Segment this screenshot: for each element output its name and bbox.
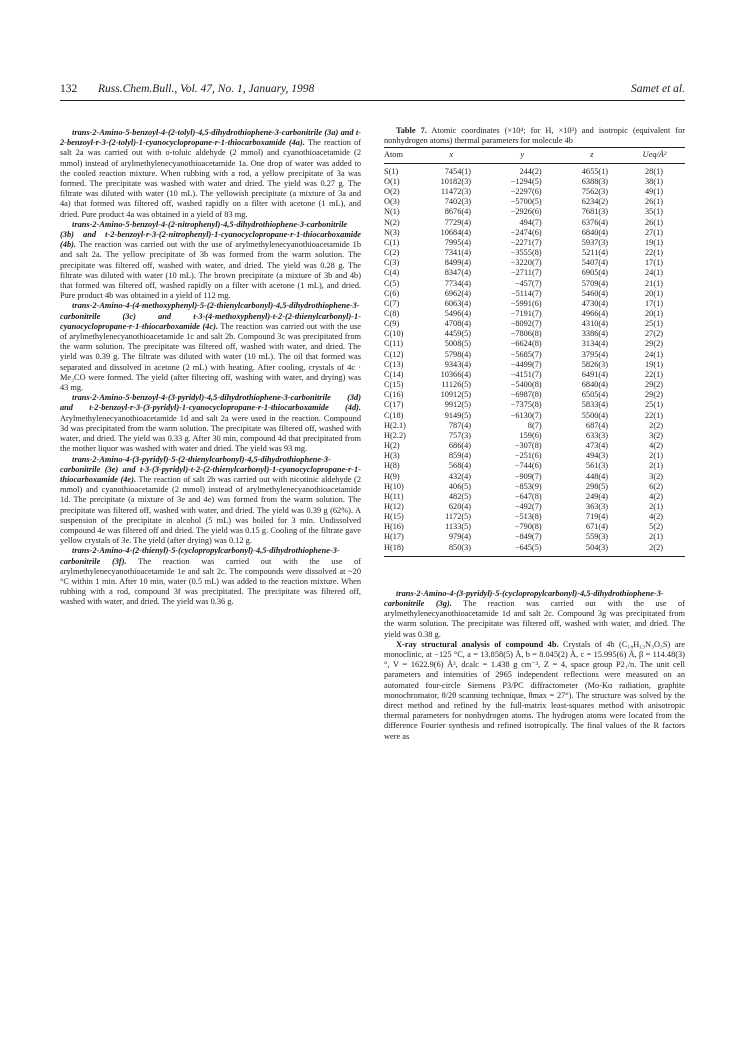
table-row bbox=[384, 289, 685, 299]
cell-y: −5700(5) bbox=[510, 197, 542, 207]
cell-z: 687(4) bbox=[585, 420, 609, 430]
cell-z: 5833(4) bbox=[581, 400, 609, 410]
cell-atom: C(18) bbox=[384, 410, 404, 420]
cell-x: 11472(3) bbox=[440, 187, 472, 197]
cell-ueq: 6(2) bbox=[649, 481, 663, 491]
cell-x: 7454(1) bbox=[444, 166, 472, 176]
cell-y: −251(6) bbox=[514, 451, 542, 461]
cell-ueq: 25(1) bbox=[645, 319, 663, 329]
table-row bbox=[384, 163, 685, 177]
xray-body: Crystals of 4b (C₁₈H₁₃N₃O₃S) are monoclinic, at −125 °C, a = 13.858(5) Å, b = 8.045(2) Å, c = 15.995(6) Å, β = 114.48(3)°, V = 1622.9(6) Å³, dcalc = 1.438 g cm⁻³, Z = 4, space group P2₁/n. The unit cell parameters and intensities of 2965 independent reflections were measured on an automated four-circle Siemens P3/PC diffractometer (Mo-Kα radiation, graphite monochromator, θ/2θ scanning technique, θmax = 27°). The structure was solved by the direct method and refined by the full-matrix least-squares method with anisotropic thermal parameters for nonhydrogen atoms. The hydrogen atoms were located from the difference Fourier synthesis and refined isotropically. The final values of the R factors were as bbox=[384, 639, 685, 741]
right-column bbox=[384, 126, 685, 742]
cell-z: 4310(4) bbox=[581, 319, 609, 329]
procedure-paragraph bbox=[60, 393, 361, 454]
cell-z: 719(4) bbox=[585, 512, 609, 522]
table-body bbox=[384, 163, 685, 556]
table-row bbox=[384, 380, 685, 390]
table-row bbox=[384, 268, 685, 278]
table-caption-text: Atomic coordinates (×10⁴; for H, ×10³) and isotropic (equivalent for nonhydrogen atoms) thermal parameters for molecule 4b bbox=[384, 126, 685, 146]
procedure-title: trans-2-Amino-5-benzoyl-4-(2-nitrophenyl)-4,5-dihydrothiophene-3-carbonitrile (3b) and t-2-benzoyl-r-3-(2-nitrophenyl)-1-cyanocyclopropane-r-1-thiocarboxamide (4b). bbox=[60, 219, 361, 250]
cell-atom: N(3) bbox=[384, 227, 400, 237]
cell-atom: N(1) bbox=[384, 207, 400, 217]
cell-y: 8(7) bbox=[527, 420, 542, 430]
procedure-title: trans-2-Amino-4-(2-thienyl)-5-(cyclopropylcarbonyl)-4,5-dihydrothiophene-3-carbonitrile (3f). bbox=[60, 546, 340, 566]
cell-y: −492(7) bbox=[514, 501, 542, 511]
cell-z: 6388(3) bbox=[581, 176, 609, 186]
cell-atom: C(9) bbox=[384, 319, 400, 329]
table-row bbox=[384, 451, 685, 461]
cell-atom: H(16) bbox=[384, 522, 404, 532]
cell-x: 11126(5) bbox=[441, 380, 472, 390]
cell-ueq: 21(1) bbox=[645, 278, 663, 288]
cell-y: −7806(8) bbox=[510, 329, 542, 339]
cell-y: −8092(7) bbox=[510, 319, 542, 329]
cell-ueq: 2(2) bbox=[649, 420, 663, 430]
cell-z: 363(3) bbox=[585, 501, 609, 511]
cell-ueq: 25(1) bbox=[645, 400, 663, 410]
xray-paragraph bbox=[384, 640, 685, 742]
cell-y: −2297(6) bbox=[510, 187, 542, 197]
cell-y: −645(5) bbox=[514, 542, 542, 552]
cell-ueq: 49(1) bbox=[645, 187, 663, 197]
cell-y: −3555(8) bbox=[510, 248, 542, 258]
cell-atom: H(9) bbox=[384, 471, 400, 481]
cell-y: −7191(7) bbox=[510, 309, 542, 318]
cell-x: 406(5) bbox=[448, 481, 472, 491]
cell-x: 620(4) bbox=[448, 501, 472, 511]
cell-y: −6624(8) bbox=[510, 339, 542, 349]
cell-x: 8676(4) bbox=[444, 207, 472, 217]
cell-atom: H(8) bbox=[384, 461, 400, 471]
cell-x: 6962(4) bbox=[444, 288, 472, 298]
procedure-body: The reaction was carried out with the use of arylmethylenecyanothioacetamide 1e and salt 2c. The compounds were dissolved at ~20 °C within 1 min. After 10 min, water (0.5 mL) was added to the reaction mixture. When rubbing with a rod, compound 3f was precipitated. The precipitate was filtered off, washed with water, and dried. The yield was 0.36 g. bbox=[60, 556, 361, 607]
header-x: x bbox=[449, 150, 454, 160]
cell-y: −849(7) bbox=[514, 532, 542, 542]
cell-x: 8347(4) bbox=[444, 268, 472, 278]
cell-x: 5798(4) bbox=[444, 349, 472, 359]
cell-z: 5937(3) bbox=[581, 237, 609, 247]
cell-z: 494(3) bbox=[585, 451, 609, 461]
cell-ueq: 2(1) bbox=[649, 501, 663, 511]
cell-z: 4966(4) bbox=[581, 309, 609, 318]
cell-ueq: 19(1) bbox=[645, 359, 663, 369]
procedure-paragraph bbox=[60, 455, 361, 547]
cell-ueq: 2(2) bbox=[649, 542, 663, 552]
table-row bbox=[384, 512, 685, 522]
cell-y: 159(6) bbox=[519, 430, 542, 440]
cell-atom: C(5) bbox=[384, 278, 400, 288]
procedure-title: trans-2-Amino-4-(4-methoxyphenyl)-5-(2-thienylcarbonyl)-4,5-dihydrothiophene-3-carbonitrile (3c) and t-3-(4-methoxyphenyl)-t-2-(2-thienylcarbonyl)-1-cyanocyclopropane-r-1-thiocarboxamide (4c). bbox=[60, 301, 361, 331]
procedure-title: trans-2-Amino-5-benzoyl-4-(3-pyridyl)-4,5-dihydrothiophene-3-carbonitrile (3d) and t-2-benzoyl-r-3-(3-pyridyl)-1-cyanocyclopropane-r-1-thiocarboxamide (4d). bbox=[60, 393, 361, 413]
cell-y: −790(8) bbox=[514, 522, 542, 532]
header-y: y bbox=[520, 150, 525, 160]
procedure-title: trans-2-Amino-5-benzoyl-4-(2-tolyl)-4,5-dihydrothiophene-3-carbonitrile (3a) and t-2-benzoyl-r-3-(2-tolyl)-1-cyanocyclopropane-r-1-thiocarboxamide (4a). bbox=[60, 128, 361, 148]
cell-y: −5685(7) bbox=[510, 349, 542, 359]
cell-atom: C(14) bbox=[384, 369, 404, 379]
cell-y: −457(7) bbox=[514, 278, 542, 288]
table-row bbox=[384, 543, 685, 557]
cell-atom: S(1) bbox=[384, 166, 399, 176]
cell-ueq: 3(2) bbox=[649, 471, 663, 481]
xray-title: X-ray structural analysis of compound 4b. bbox=[396, 639, 559, 649]
cell-atom: H(18) bbox=[384, 542, 404, 552]
procedure-body: Arylmethylenecyanothioacetamide 1d and salt 2a were used in the reaction. Compound 3d was precipitated from the warm solution. The precipitate was filtered off, washed with water, and dried. The yield was 0.33 g. After 30 min, compound 4d that precipitated from the mother liquor was washed with water and dried. The yield was 93 mg. bbox=[60, 413, 361, 454]
cell-ueq: 24(1) bbox=[645, 268, 663, 278]
procedure-paragraph bbox=[60, 301, 361, 393]
cell-ueq: 2(1) bbox=[649, 451, 663, 461]
procedure-paragraph bbox=[60, 546, 361, 607]
cell-z: 473(4) bbox=[585, 441, 609, 451]
cell-atom: C(3) bbox=[384, 258, 400, 268]
cell-ueq: 22(1) bbox=[645, 248, 663, 258]
table-row bbox=[384, 482, 685, 492]
cell-atom: C(8) bbox=[384, 309, 400, 318]
cell-atom: H(10) bbox=[384, 481, 404, 491]
table-row bbox=[384, 309, 685, 319]
table-row bbox=[384, 279, 685, 289]
cell-x: 787(4) bbox=[448, 420, 472, 430]
cell-atom: C(1) bbox=[384, 237, 400, 247]
cell-z: 3795(4) bbox=[581, 349, 609, 359]
cell-y: −2711(7) bbox=[510, 268, 542, 278]
procedure-title: trans-2-Amino-4-(3-pyridyl)-5-(2-thienylcarbonyl)-4,5-dihydrothiophene-3-carbonitrile (3e) and t-3-(3-pyridyl)-t-2-(2-thienylcarbonyl)-1-cyanocyclopropane-r-1-thiocarboxamide (4e). bbox=[60, 454, 361, 484]
cell-x: 686(4) bbox=[448, 441, 472, 451]
table-row bbox=[384, 400, 685, 410]
cell-z: 6840(4) bbox=[581, 227, 609, 237]
procedure-paragraph bbox=[60, 220, 361, 302]
cell-x: 8499(4) bbox=[444, 258, 472, 268]
cell-atom: C(13) bbox=[384, 359, 404, 369]
cell-y: −1294(5) bbox=[510, 176, 542, 186]
cell-x: 482(5) bbox=[448, 491, 472, 501]
procedure-body: The reaction of salt 2a was carried out with o-toluic aldehyde (2 mmol) and cyanothioacetamide (2 mmol) instead of arylmethylenecyanothioacetamide 1a. One drop of water was added to the cooled reaction mixture. When rubbing with a rod, a yellow precipitate of 3a was formed. The precipitate was washed with water and dried. The yield was 0.27 g. The filtrate was diluted with water (10 mL). The yellowish precipitate (a mixture of 3a and 4a) that formed was filtered off, washed rapidly on a filter with acetone (1 mL), and dried. Pure product 4a was obtained in a yield of 83 mg. bbox=[60, 138, 362, 219]
cell-ueq: 22(1) bbox=[645, 369, 663, 379]
cell-y: −4151(7) bbox=[510, 369, 542, 379]
cell-y: −6130(7) bbox=[510, 410, 542, 420]
cell-ueq: 3(2) bbox=[649, 430, 663, 440]
table-row bbox=[384, 218, 685, 228]
cell-z: 504(3) bbox=[585, 542, 609, 552]
procedure-paragraph bbox=[60, 128, 361, 220]
table-row bbox=[384, 238, 685, 248]
cell-atom: O(1) bbox=[384, 176, 400, 186]
cell-y: −744(6) bbox=[514, 461, 542, 471]
cell-atom: C(6) bbox=[384, 288, 400, 298]
left-column bbox=[60, 128, 361, 608]
cell-x: 7734(4) bbox=[444, 278, 472, 288]
cell-atom: H(17) bbox=[384, 532, 404, 542]
table-row bbox=[384, 329, 685, 339]
cell-atom: H(2) bbox=[384, 441, 400, 451]
cell-x: 4708(4) bbox=[444, 319, 472, 329]
cell-y: −909(7) bbox=[514, 471, 542, 481]
cell-y: −2926(6) bbox=[510, 207, 542, 217]
cell-y: −3220(7) bbox=[510, 258, 542, 268]
cell-x: 1172(5) bbox=[445, 512, 472, 522]
cell-x: 4459(5) bbox=[444, 329, 472, 339]
cell-ueq: 24(1) bbox=[645, 349, 663, 359]
cell-x: 979(4) bbox=[448, 532, 472, 542]
cell-ueq: 4(2) bbox=[649, 512, 663, 522]
cell-x: 5008(5) bbox=[444, 339, 472, 349]
cell-x: 10182(3) bbox=[440, 176, 472, 186]
table-row bbox=[384, 339, 685, 349]
header-ueq: Ueq/Å² bbox=[642, 150, 667, 160]
cell-x: 7341(4) bbox=[444, 248, 472, 258]
cell-atom: C(16) bbox=[384, 390, 404, 400]
table-row bbox=[384, 522, 685, 532]
cell-y: −5400(8) bbox=[510, 380, 542, 390]
cell-z: 6491(4) bbox=[581, 369, 609, 379]
table-row bbox=[384, 411, 685, 421]
cell-x: 7402(3) bbox=[444, 197, 472, 207]
cell-ueq: 20(1) bbox=[645, 309, 663, 318]
cell-ueq: 4(2) bbox=[649, 441, 663, 451]
cell-z: 249(4) bbox=[585, 491, 609, 501]
cell-atom: C(17) bbox=[384, 400, 404, 410]
cell-ueq: 27(2) bbox=[645, 329, 663, 339]
table-row bbox=[384, 532, 685, 542]
cell-atom: O(3) bbox=[384, 197, 400, 207]
procedure-title: trans-2-Amino-4-(3-pyridyl)-5-(cyclopropylcarbonyl)-4,5-dihydrothiophene-3-carbonitrile (3g). bbox=[384, 588, 664, 608]
cell-atom: H(3) bbox=[384, 451, 400, 461]
cell-z: 6505(4) bbox=[581, 390, 609, 400]
cell-z: 4730(4) bbox=[581, 298, 609, 308]
cell-z: 6376(4) bbox=[581, 217, 609, 227]
cell-atom: O(2) bbox=[384, 187, 400, 197]
procedure-body: The reaction was carried out with the use of arylmethylenecyanothioacetamide 1c and salt 2b. Compound 3c was precipitated from the warm solution. The precipitate was filtered off, washed with water, and dried. The yield was 0.39 g. The filtrate was diluted with water (10 mL). The oil that formed was separated and dissolved in acetone (2 mL) with heating. After cooling, crystals of 4c · Me₂CO were formed. The yield (after filtering off, washing with water, and drying) was 43 mg. bbox=[60, 321, 361, 393]
cell-x: 7995(4) bbox=[444, 237, 472, 247]
table-row bbox=[384, 502, 685, 512]
cell-x: 10684(4) bbox=[440, 227, 472, 237]
table-row bbox=[384, 390, 685, 400]
cell-z: 5709(4) bbox=[581, 278, 609, 288]
cell-y: 244(2) bbox=[519, 166, 542, 176]
table-header-row bbox=[384, 147, 685, 163]
running-head bbox=[60, 83, 685, 99]
cell-x: 850(3) bbox=[448, 542, 472, 552]
cell-ueq: 4(2) bbox=[649, 491, 663, 501]
cell-atom: C(11) bbox=[384, 339, 404, 349]
journal-citation: Russ.Chem.Bull., Vol. 47, No. 1, January, 1998 bbox=[98, 83, 315, 95]
cell-x: 1133(5) bbox=[445, 522, 472, 532]
cell-z: 7681(3) bbox=[581, 207, 609, 217]
cell-x: 6063(4) bbox=[444, 298, 472, 308]
cell-z: 3134(4) bbox=[581, 339, 609, 349]
page-number: 132 bbox=[60, 83, 78, 95]
table-row bbox=[384, 370, 685, 380]
table-row bbox=[384, 431, 685, 441]
cell-z: 5826(3) bbox=[581, 359, 609, 369]
cell-ueq: 19(1) bbox=[645, 237, 663, 247]
table-row bbox=[384, 461, 685, 471]
cell-y: −647(8) bbox=[514, 491, 542, 501]
cell-ueq: 29(2) bbox=[645, 390, 663, 400]
header-z: z bbox=[590, 150, 594, 160]
procedure-body: The reaction was carried out with the use of arylmethylenecyanothioacetamide 1b and salt 2a. The yellow precipitate of 3b was formed from the warm solution. The precipitate was filtered off, washed with water, and dried. The yield was 0.28 g. The filtrate was diluted with water (10 mL). The brown precipitate (a mixture of 3b and 4b) that formed was filtered off, washed rapidly on a filter with acetone (1 mL), and dried. Pure product 4b was obtained in a yield of 112 mg. bbox=[60, 240, 361, 301]
author-running-title: Samet et al. bbox=[631, 83, 685, 95]
cell-z: 5500(4) bbox=[581, 410, 609, 420]
cell-ueq: 35(1) bbox=[645, 207, 663, 217]
cell-y: −4499(7) bbox=[510, 359, 542, 369]
cell-x: 432(4) bbox=[448, 471, 472, 481]
cell-x: 859(4) bbox=[448, 451, 472, 461]
cell-z: 6840(4) bbox=[581, 380, 609, 390]
cell-z: 633(3) bbox=[585, 430, 609, 440]
table-row bbox=[384, 350, 685, 360]
cell-z: 6234(2) bbox=[581, 197, 609, 207]
cell-atom: H(2.2) bbox=[384, 430, 406, 440]
table-row bbox=[384, 360, 685, 370]
header-rule bbox=[60, 100, 685, 101]
cell-y: −7375(8) bbox=[510, 400, 542, 410]
table-row bbox=[384, 177, 685, 187]
cell-ueq: 2(1) bbox=[649, 461, 663, 471]
cell-atom: H(12) bbox=[384, 501, 404, 511]
table-row bbox=[384, 319, 685, 329]
cell-z: 5407(4) bbox=[581, 258, 609, 268]
cell-y: −2474(6) bbox=[510, 227, 542, 237]
atomic-coordinates-table bbox=[384, 147, 685, 557]
cell-ueq: 26(1) bbox=[645, 197, 663, 207]
cell-z: 7562(3) bbox=[581, 187, 609, 197]
cell-atom: C(2) bbox=[384, 248, 400, 258]
cell-z: 298(5) bbox=[585, 481, 609, 491]
cell-atom: C(12) bbox=[384, 349, 404, 359]
table-row bbox=[384, 299, 685, 309]
table-row bbox=[384, 248, 685, 258]
table-row bbox=[384, 228, 685, 238]
cell-ueq: 29(2) bbox=[645, 380, 663, 390]
cell-x: 9343(4) bbox=[444, 359, 472, 369]
header-atom: Atom bbox=[384, 150, 403, 160]
cell-y: −513(8) bbox=[514, 512, 542, 522]
table-row bbox=[384, 207, 685, 217]
cell-atom: C(10) bbox=[384, 329, 404, 339]
cell-atom: C(15) bbox=[384, 380, 404, 390]
cell-atom: C(4) bbox=[384, 268, 400, 278]
procedure-body: The reaction was carried out with the use of arylmethylenecyanothioacetamide 1d and salt 2c. Compound 3g was precipitated from the warm solution. The precipitate was filtered off, washed with water, and dried. The yield was 0.38 g. bbox=[384, 598, 685, 639]
cell-ueq: 26(1) bbox=[645, 217, 663, 227]
cell-ueq: 20(1) bbox=[645, 288, 663, 298]
table-row bbox=[384, 187, 685, 197]
cell-x: 757(3) bbox=[448, 430, 472, 440]
cell-ueq: 29(2) bbox=[645, 339, 663, 349]
cell-z: 561(3) bbox=[585, 461, 609, 471]
cell-x: 568(4) bbox=[448, 461, 472, 471]
cell-ueq: 2(1) bbox=[649, 532, 663, 542]
cell-ueq: 38(1) bbox=[645, 176, 663, 186]
cell-y: −2271(7) bbox=[510, 237, 542, 247]
cell-x: 9149(5) bbox=[444, 410, 472, 420]
cell-z: 448(4) bbox=[585, 471, 609, 481]
cell-ueq: 22(1) bbox=[645, 410, 663, 420]
cell-atom: H(15) bbox=[384, 512, 404, 522]
cell-atom: N(2) bbox=[384, 217, 400, 227]
table-row bbox=[384, 441, 685, 451]
cell-x: 7729(4) bbox=[444, 217, 472, 227]
cell-z: 559(3) bbox=[585, 532, 609, 542]
table-label: Table 7. bbox=[396, 126, 427, 135]
cell-ueq: 27(1) bbox=[645, 227, 663, 237]
cell-y: 494(7) bbox=[519, 217, 542, 227]
cell-z: 5211(4) bbox=[582, 248, 609, 258]
cell-ueq: 17(1) bbox=[645, 298, 663, 308]
cell-ueq: 5(2) bbox=[649, 522, 663, 532]
cell-z: 5460(4) bbox=[581, 288, 609, 298]
cell-ueq: 28(1) bbox=[645, 166, 663, 176]
cell-x: 9912(5) bbox=[444, 400, 472, 410]
cell-atom: C(7) bbox=[384, 298, 400, 308]
cell-y: −6987(8) bbox=[510, 390, 542, 400]
cell-x: 10366(4) bbox=[440, 369, 472, 379]
cell-y: −307(8) bbox=[514, 441, 542, 451]
table-row bbox=[384, 472, 685, 482]
cell-ueq: 17(1) bbox=[645, 258, 663, 268]
procedure-paragraph bbox=[384, 589, 685, 640]
cell-x: 10912(5) bbox=[440, 390, 472, 400]
cell-z: 3386(4) bbox=[581, 329, 609, 339]
cell-y: −5114(7) bbox=[510, 288, 542, 298]
cell-atom: H(11) bbox=[384, 491, 404, 501]
cell-z: 6905(4) bbox=[581, 268, 609, 278]
cell-y: −853(9) bbox=[514, 481, 542, 491]
cell-atom: H(2.1) bbox=[384, 420, 406, 430]
table-caption bbox=[384, 126, 685, 147]
table-row bbox=[384, 197, 685, 207]
cell-z: 671(4) bbox=[585, 522, 609, 532]
table-row bbox=[384, 258, 685, 268]
cell-y: −5991(6) bbox=[510, 298, 542, 308]
cell-x: 5496(4) bbox=[444, 309, 472, 318]
cell-z: 4655(1) bbox=[581, 166, 609, 176]
table-row bbox=[384, 421, 685, 431]
procedure-body: The reaction of salt 2b was carried out with nicotinic aldehyde (2 mmol) and cyanothioacetamide (2 mmol) instead of arylmethylenecyanothioacetamide 1d. The precipitate (a mixture of 3e and 4e) was formed from the warm solution. The precipitate was filtered off, washed with water, and dried. The yield was 0.39 g (62%). A suspension of the precipitate in alcohol (5 mL) was boiled for 3 min. Undissolved compound 4e was filtered off and dried. The yield was 0.15 g. Cooling of the filtrate gave yellow crystals of 3e. The yield (after drying) was 0.12 g. bbox=[60, 474, 362, 546]
table-row bbox=[384, 492, 685, 502]
